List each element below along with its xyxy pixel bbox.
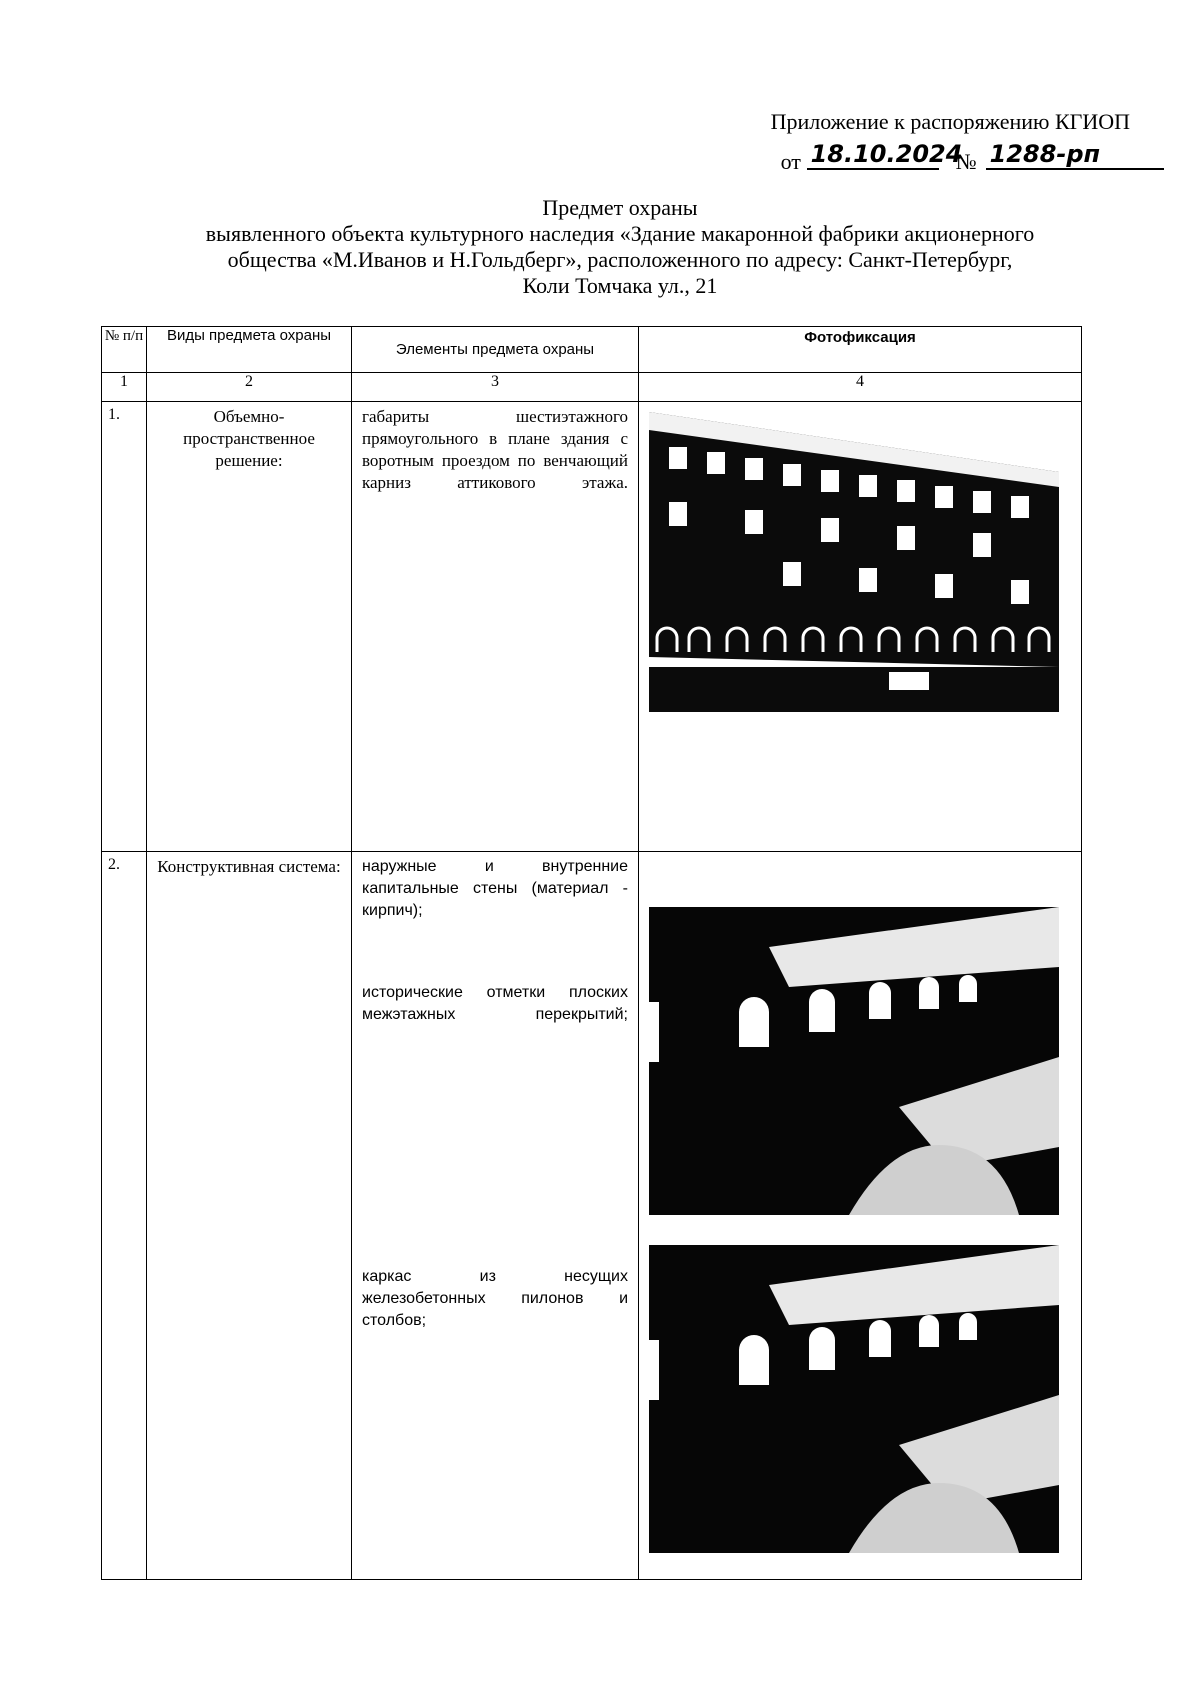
row-2-num: 2. [102, 852, 147, 1580]
order-reference [771, 140, 1130, 174]
title-line-3: общества «М.Иванов и Н.Гольдберг», расположенного по адресу: Санкт-Петербург, [227, 247, 1013, 272]
table-row [102, 852, 1082, 1580]
row-1-kind: Объемно-пространственное решение: [147, 402, 352, 852]
interior-photo-2 [649, 1245, 1059, 1553]
row-1-element-1: габариты шестиэтажного прямоугольного в плане здания с воротным проездом по венчающий карниз аттикового этажа. [362, 407, 628, 492]
facade-photo-image [649, 412, 1059, 712]
colnum-4: 4 [639, 373, 1082, 402]
row-1-elements [352, 402, 639, 852]
document-title [120, 195, 1120, 299]
colnum-1: 1 [102, 373, 147, 402]
row-2-elements [352, 852, 639, 1580]
title-line-1: Предмет охраны [542, 195, 698, 220]
interior-photo-1-image [649, 907, 1059, 1215]
header-elements: Элементы предмета охраны [352, 327, 639, 373]
row-2-kind: Конструктивная система: [147, 852, 352, 1580]
colnum-3: 3 [352, 373, 639, 402]
row-1-photo-cell [639, 402, 1082, 852]
row-2-photo-cell [639, 852, 1082, 1580]
from-label: от [780, 149, 801, 174]
table-row [102, 402, 1082, 852]
colnum-2: 2 [147, 373, 352, 402]
row-2-element-3: каркас из несущих железобетонных пилонов и столбов; [362, 1268, 628, 1329]
interior-photo-2-image [649, 1245, 1059, 1553]
protection-subject-table [101, 326, 1082, 1580]
facade-photo [649, 412, 1059, 712]
interior-photo-1 [649, 907, 1059, 1215]
order-number: 1288-рп [986, 140, 1164, 170]
appendix-caption: Приложение к распоряжению КГИОП [770, 109, 1130, 134]
column-number-row [102, 373, 1082, 402]
header-kind: Виды предмета охраны [147, 327, 352, 373]
number-label: № [955, 149, 977, 174]
title-line-2: выявленного объекта культурного наследия «Здание макаронной фабрики акционерного [205, 221, 1035, 246]
order-date: 18.10.2024 [807, 140, 939, 170]
table-header-row [102, 327, 1082, 373]
row-2-element-2: исторические отметки плоских межэтажных перекрытий; [362, 984, 628, 1023]
header-num: № п/п [102, 327, 147, 373]
document-header [771, 108, 1130, 174]
row-1-num: 1. [102, 402, 147, 852]
header-photo: Фотофиксация [639, 327, 1082, 373]
title-line-4: Коли Томчака ул., 21 [522, 273, 718, 298]
row-2-element-1: наружные и внутренние капитальные стены (материал - кирпич); [362, 858, 628, 919]
